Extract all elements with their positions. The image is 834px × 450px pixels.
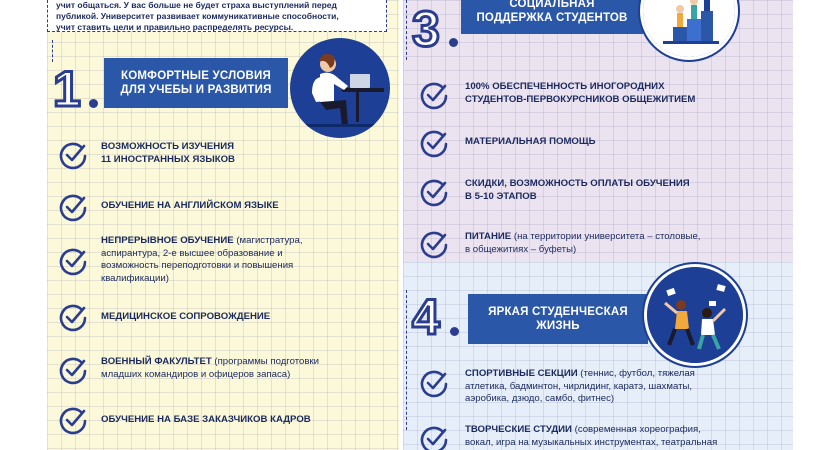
section-3-title-line: СОЦИАЛЬНАЯ [509, 0, 595, 10]
list-item [419, 177, 690, 207]
list-item [58, 192, 279, 222]
list-item [58, 355, 319, 385]
item-title: 11 ИНОСТРАННЫХ ЯЗЫКОВ [101, 153, 235, 165]
list-item [58, 405, 311, 435]
item-title: ОБУЧЕНИЕ НА АНГЛИЙСКОМ ЯЗЫКЕ [101, 200, 279, 211]
item-title: ВОЕННЫЙ ФАКУЛЬТЕТ [101, 356, 212, 367]
check-circle-icon [58, 192, 88, 222]
section-4-title [468, 294, 648, 344]
item-desc: аспирантура, 2-е высшее образование и [101, 247, 283, 259]
list-item [419, 424, 717, 450]
item-desc: (магистратура, [233, 235, 303, 246]
section-3-title-line: ПОДДЕРЖКА СТУДЕНТОВ [476, 12, 628, 24]
item-desc: (теннис, футбол, тяжелая [577, 368, 695, 379]
student-life-illustration [644, 264, 746, 366]
item-desc: (современная хореография, [571, 424, 701, 435]
section-1-title-line: ДЛЯ УЧЕБЫ И РАЗВИТИЯ [120, 84, 272, 96]
connector-line [406, 290, 407, 430]
list-item [419, 229, 700, 259]
section-1-title [104, 58, 288, 108]
item-title: МЕДИЦИНСКОЕ СОПРОВОЖДЕНИЕ [101, 311, 271, 322]
section-4-title-line: ЖИЗНЬ [536, 320, 580, 332]
list-item [419, 128, 596, 158]
section-3-number: 3 [412, 1, 440, 57]
item-title: ВОЗМОЖНОСТЬ ИЗУЧЕНИЯ [101, 141, 235, 152]
item-desc: атлетика, бадминтон, чирлидинг, каратэ, шахматы, [465, 380, 693, 392]
item-title: МАТЕРИАЛЬНАЯ ПОМОЩЬ [465, 136, 596, 147]
list-item [58, 235, 303, 285]
check-circle-icon [58, 246, 88, 276]
connector-line [52, 40, 53, 62]
number-dot [450, 327, 459, 336]
check-circle-icon [419, 368, 449, 398]
list-item [419, 80, 695, 110]
item-title: СТУДЕНТОВ-ПЕРВОКУРСНИКОВ ОБЩЕЖИТИЕМ [465, 93, 696, 105]
list-item [58, 140, 235, 170]
item-desc: квалификации) [101, 272, 169, 284]
item-title: НЕПРЕРЫВНОЕ ОБУЧЕНИЕ [101, 235, 234, 246]
item-desc: вокал, игра на музыкальных инструментах, театральная [465, 436, 718, 448]
check-circle-icon [419, 177, 449, 207]
check-circle-icon [419, 80, 449, 110]
item-title: ОБУЧЕНИЕ НА БАЗЕ ЗАКАЗЧИКОВ КАДРОВ [101, 414, 311, 425]
number-dot [89, 99, 98, 108]
item-desc: в общежитиях – буфеты) [465, 243, 577, 255]
item-title: СПОРТИВНЫЕ СЕКЦИИ [465, 368, 578, 379]
student-at-laptop-illustration [290, 38, 390, 138]
item-desc: (на территории университета – столовые, [511, 231, 701, 242]
item-title: В 5-10 ЭТАПОВ [465, 190, 537, 202]
item-title: ТВОРЧЕСКИЕ СТУДИИ [465, 424, 572, 435]
check-circle-icon [419, 424, 449, 450]
number-dot [449, 38, 458, 47]
item-title: ПИТАНИЕ [465, 231, 512, 242]
check-circle-icon [58, 140, 88, 170]
item-desc: (программы подготовки [211, 356, 319, 367]
section-4-number: 4 [412, 289, 440, 345]
intro-line: учит ставить цели и правильно распределять ресурсы. [56, 22, 294, 32]
item-title: 100% ОБЕСПЕЧЕННОСТЬ ИНОГОРОДНИХ [465, 81, 665, 92]
section-1-title-line: КОМФОРТНЫЕ УСЛОВИЯ [121, 70, 271, 82]
item-desc: аэробика, дзюдо, самбо, фитнес) [465, 393, 615, 404]
list-item [419, 368, 695, 406]
check-circle-icon [419, 229, 449, 259]
check-circle-icon [58, 405, 88, 435]
check-circle-icon [419, 128, 449, 158]
section-4-title-line: ЯРКАЯ СТУДЕНЧЕСКАЯ [488, 306, 628, 318]
item-desc: возможность переподготовки и повышения [101, 260, 294, 271]
check-circle-icon [58, 355, 88, 385]
section-1-number: 1 [53, 61, 81, 117]
connector-line [406, 0, 407, 60]
intro-line: публикой. Университет развивает коммуникативные способности, [56, 11, 339, 21]
item-desc: младших командиров и офицеров запаса) [101, 368, 291, 380]
intro-line: учит общаться. У вас больше не будет страха выступлений перед [56, 0, 337, 10]
list-item [58, 302, 270, 332]
section-3-title [461, 0, 643, 34]
intro-text-box [47, 0, 387, 32]
item-title: СКИДКИ, ВОЗМОЖНОСТЬ ОПЛАТЫ ОБУЧЕНИЯ [465, 178, 690, 189]
check-circle-icon [58, 302, 88, 332]
